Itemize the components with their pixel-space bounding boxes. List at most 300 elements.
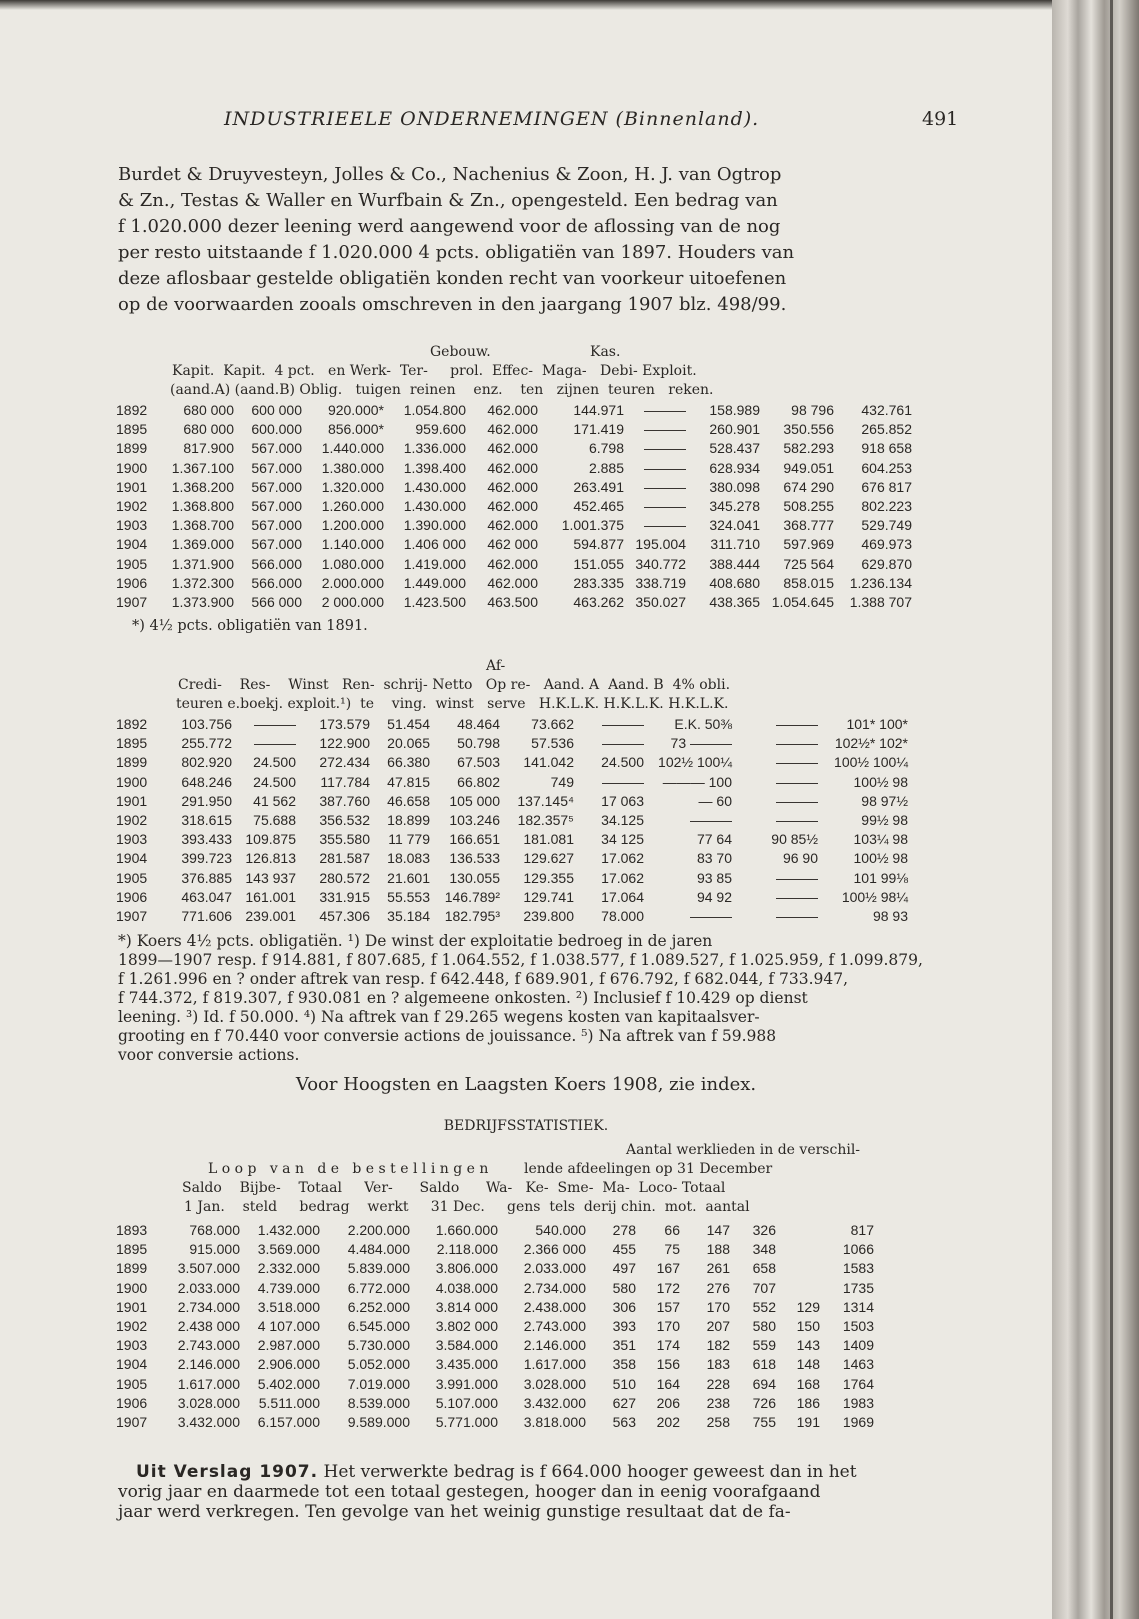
table-cell: 202: [656, 1414, 680, 1431]
table-cell: 272.434: [319, 754, 370, 771]
table-cell: 75: [664, 1241, 680, 1258]
table-cell: 173.579: [319, 716, 370, 732]
table-cell: 188: [706, 1241, 730, 1258]
table-cell: 1907: [116, 908, 148, 925]
table-cell: 7.019.000: [347, 1375, 410, 1392]
table-cell: 817: [850, 1222, 874, 1238]
table-cell: 1907: [116, 594, 148, 611]
table-cell: 170: [706, 1298, 730, 1315]
table-cell: 707: [752, 1279, 776, 1296]
table-cell: ———: [644, 517, 686, 534]
table-cell: 83 70: [696, 850, 732, 867]
table-cell: 399.723: [181, 850, 232, 867]
table-cell: 628.934: [709, 459, 760, 476]
table-cell: 4.484.000: [347, 1241, 410, 1258]
table-cell: 2.885: [588, 459, 624, 476]
table-cell: [780, 1259, 824, 1278]
table-cell: 1903: [116, 1337, 148, 1354]
table-cell: 618: [752, 1356, 776, 1373]
table1-header-kas: Kas.: [590, 344, 621, 360]
note-line: f 744.372, f 819.307, f 930.081 en ? algemeene onkosten. ²) Inclusief f 10.429 op dienst: [118, 989, 808, 1007]
table-cell: 1.617.000: [523, 1356, 586, 1373]
table-cell: 1.388 707: [849, 594, 912, 611]
table-row: [116, 1259, 878, 1278]
table-cell: 462.000: [487, 555, 538, 572]
table-cell: 1901: [116, 478, 148, 495]
table-row: [116, 811, 912, 830]
table-cell: 567.000: [251, 498, 302, 515]
table-cell: 1.236.134: [849, 574, 912, 591]
table-cell: ———: [602, 773, 644, 790]
table-cell: 41 562: [253, 792, 296, 809]
table-cell: 594.877: [573, 536, 624, 553]
table-cell: 182.357⁵: [517, 812, 574, 829]
table-cell: 5.107.000: [435, 1394, 498, 1411]
table-cell: [780, 1221, 824, 1240]
table-cell: 510: [612, 1375, 636, 1392]
table-cell: 856.000*: [327, 421, 384, 438]
table-cell: 73 ———: [670, 735, 732, 752]
table1-header-gebouw: Gebouw.: [430, 344, 491, 360]
table-cell: 351: [612, 1337, 636, 1354]
table-cell: ———: [254, 735, 296, 752]
table-cell: 452.465: [573, 498, 624, 515]
table-cell: 658: [752, 1260, 776, 1277]
table-cell: 920.000*: [327, 402, 384, 418]
table-cell: 5.730.000: [347, 1337, 410, 1354]
table-cell: 281.587: [319, 850, 370, 867]
table-cell: 101* 100*: [846, 716, 908, 732]
table-cell: 858.015: [783, 574, 834, 591]
table-cell: 141.042: [523, 754, 574, 771]
table-cell: 1899: [116, 1260, 148, 1277]
table-cell: 350.027: [635, 594, 686, 611]
table-cell: 186: [796, 1394, 820, 1411]
table-cell: [780, 1240, 824, 1259]
table-cell: 1314: [842, 1298, 874, 1315]
table-cell: ———: [776, 773, 818, 790]
table-cell: 146.789²: [444, 888, 500, 905]
table-cell: 1904: [116, 536, 148, 553]
table-cell: 1.440.000: [321, 440, 384, 457]
table-cell: 600 000: [251, 402, 302, 418]
table-cell: 90 85½: [771, 831, 818, 848]
table-cell: 1.423.500: [403, 594, 466, 611]
table1-header-line: Kapit. Kapit. 4 pct. en Werk- Ter- prol. Effec- Maga- Debi- Exploit.: [172, 363, 697, 379]
table-cell: 1906: [116, 888, 148, 905]
table-cell: 258: [706, 1414, 730, 1431]
table-cell: 1.140.000: [321, 536, 384, 553]
table-cell: 1.449.000: [403, 574, 466, 591]
table-cell: 1503: [842, 1318, 874, 1335]
table-cell: 168: [796, 1375, 820, 1392]
table-cell: 278: [612, 1222, 636, 1238]
table-cell: 17 063: [601, 792, 644, 809]
table-cell: 1.369.000: [171, 536, 234, 553]
table-cell: 2.906.000: [257, 1356, 320, 1373]
table-cell: 103.246: [449, 812, 500, 829]
table-cell: 129.741: [523, 888, 574, 905]
table-cell: 462.000: [487, 517, 538, 534]
table-cell: ———: [776, 735, 818, 752]
table-cell: 94 92: [696, 888, 732, 905]
table-cell: 597.969: [783, 536, 834, 553]
table-row: [116, 1355, 878, 1374]
table-cell: 457.306: [319, 908, 370, 925]
table-row: [116, 1375, 878, 1394]
table-row: [116, 439, 916, 458]
table-cell: 749: [550, 773, 574, 790]
table-cell: 47.815: [387, 773, 430, 790]
table-cell: 207: [706, 1318, 730, 1335]
table-cell: 291.950: [181, 792, 232, 809]
table-cell: 567.000: [251, 440, 302, 457]
table-cell: 5.771.000: [435, 1414, 498, 1431]
table-cell: 3.028.000: [523, 1375, 586, 1392]
table-cell: 2.987.000: [257, 1337, 320, 1354]
table-cell: 3.507.000: [177, 1260, 240, 1277]
note-line: leening. ³) Id. f 50.000. ⁴) Na aftrek van f 29.265 wegens kosten van kapitaalsver-: [118, 1008, 760, 1026]
table-cell: ———: [776, 754, 818, 771]
table-cell: 206: [656, 1394, 680, 1411]
table-cell: 358: [612, 1356, 636, 1373]
table-cell: 462.000: [487, 459, 538, 476]
table-cell: E.K. 50⅜: [674, 716, 732, 732]
table-cell: 99½ 98: [861, 812, 908, 829]
table-cell: 100½ 98: [853, 850, 908, 867]
table-cell: 1.054.800: [403, 402, 466, 418]
table-cell: [780, 1279, 824, 1298]
table-cell: 5.052.000: [347, 1356, 410, 1373]
koers-note: Voor Hoogsten en Laagsten Koers 1908, zie index.: [295, 1074, 757, 1095]
table-cell: 462.000: [487, 478, 538, 495]
table-cell: 1.406 000: [403, 536, 466, 553]
table-cell: 6.798: [588, 440, 624, 457]
table-cell: 66.380: [387, 754, 430, 771]
table-cell: 18.083: [387, 850, 430, 867]
table-cell: 1409: [842, 1337, 874, 1354]
table-cell: 580: [752, 1318, 776, 1335]
table-cell: 238: [706, 1394, 730, 1411]
table3-header-line: Aantal werklieden in de verschil-: [626, 1142, 861, 1158]
table-cell: 326: [752, 1222, 776, 1238]
table-cell: 1735: [842, 1279, 874, 1296]
table-cell: 345.278: [709, 498, 760, 515]
table-cell: 164: [656, 1375, 680, 1392]
table-cell: 4.038.000: [435, 1279, 498, 1296]
table-cell: 171.419: [573, 421, 624, 438]
table-cell: 280.572: [319, 869, 370, 886]
table-cell: 1.372.300: [171, 574, 234, 591]
table-cell: 462.000: [487, 421, 538, 438]
table-cell: 1.373.900: [171, 594, 234, 611]
table-cell: 174: [656, 1337, 680, 1354]
table-cell: 1.368.200: [171, 478, 234, 495]
table-cell: 182.795³: [444, 908, 500, 925]
table-cell: 1.368.700: [171, 517, 234, 534]
table-cell: 55.553: [387, 888, 430, 905]
table-cell: 3.814 000: [435, 1298, 498, 1315]
table-cell: 75.688: [253, 812, 296, 829]
table-cell: 1.430.000: [403, 478, 466, 495]
table-cell: 680 000: [183, 421, 234, 438]
table-cell: 1.320.000: [321, 478, 384, 495]
table-cell: 1583: [842, 1260, 874, 1277]
table-cell: 6.157.000: [257, 1414, 320, 1431]
table-cell: 4 107.000: [257, 1318, 320, 1335]
table-cell: 1895: [116, 421, 148, 438]
table-cell: 276: [706, 1279, 730, 1296]
table-cell: 771.606: [181, 908, 232, 925]
table-cell: 8.539.000: [347, 1394, 410, 1411]
table-row: [116, 869, 912, 888]
table-cell: 629.870: [861, 555, 912, 572]
table-cell: 1463: [842, 1356, 874, 1373]
table-cell: 1764: [842, 1375, 874, 1392]
table-cell: 604.253: [861, 459, 912, 476]
table-row: [116, 1240, 878, 1259]
note-line: 1899—1907 resp. f 914.881, f 807.685, f 1.064.552, f 1.038.577, f 1.089.527, f 1.025.959, f 1.099.879,: [118, 951, 923, 969]
table-cell: 3.518.000: [257, 1298, 320, 1315]
table-cell: 50.798: [457, 735, 500, 752]
table-cell: 109.875: [245, 831, 296, 848]
table-cell: 1.001.375: [561, 517, 624, 534]
table-cell: 2.438.000: [523, 1298, 586, 1315]
table-cell: 260.901: [709, 421, 760, 438]
table-cell: 151.055: [573, 555, 624, 572]
table-cell: ———: [644, 421, 686, 438]
table-cell: 105 000: [449, 792, 500, 809]
table3-header-line: 1 Jan. steld bedrag werkt 31 Dec. gens tels derij chin. mot. aantal: [184, 1199, 750, 1215]
table-cell: 2.743.000: [177, 1337, 240, 1354]
table-cell: 1905: [116, 1375, 148, 1392]
table-cell: 2.033.000: [523, 1260, 586, 1277]
table2-header-af: Af-: [486, 658, 506, 674]
table-cell: 1.080.000: [321, 555, 384, 572]
table-cell: 67.503: [457, 754, 500, 771]
table-cell: 96 90: [782, 850, 818, 867]
table-cell: 817.900: [183, 440, 234, 457]
table-cell: 73.662: [531, 716, 574, 732]
table-cell: 5.839.000: [347, 1260, 410, 1277]
table-cell: 100½ 98¼: [841, 888, 908, 905]
running-head-title: INDUSTRIEELE ONDERNEMINGEN (Binnenland).: [224, 108, 760, 130]
table-cell: 600.000: [251, 421, 302, 438]
table-cell: 1901: [116, 1298, 148, 1315]
table-row: [116, 420, 916, 439]
table-cell: 1.432.000: [257, 1222, 320, 1238]
table-row: [116, 1279, 878, 1298]
table-cell: 6.545.000: [347, 1318, 410, 1335]
table-cell: 78.000: [601, 908, 644, 925]
table-cell: 376.885: [181, 869, 232, 886]
table-cell: 529.749: [861, 517, 912, 534]
table-cell: 150: [796, 1318, 820, 1335]
table-cell: 462.000: [487, 574, 538, 591]
table-cell: 129: [796, 1298, 820, 1315]
table-cell: 338.719: [635, 574, 686, 591]
table-cell: 306: [612, 1298, 636, 1315]
table-row: [116, 593, 916, 612]
table-cell: 1.367.100: [171, 459, 234, 476]
table-cell: 463.047: [181, 888, 232, 905]
table-cell: 239.001: [245, 908, 296, 925]
table-cell: 101 99⅛: [853, 869, 908, 886]
table-cell: 2.146.000: [177, 1356, 240, 1373]
table-cell: 103¼ 98: [853, 831, 908, 848]
table-cell: 129.355: [523, 869, 574, 886]
table-cell: 462.000: [487, 440, 538, 457]
table-cell: 102½ 100¼: [658, 754, 732, 771]
table-row: [116, 1413, 878, 1432]
table-cell: ———: [644, 402, 686, 418]
table-row: [116, 1394, 878, 1413]
verslag-line: jaar werd verkregen. Ten gevolge van het weinig gunstige resultaat dat de fa-: [118, 1502, 791, 1522]
table-cell: 497: [612, 1260, 636, 1277]
table-row: [116, 1317, 878, 1336]
table-cell: 1.371.900: [171, 555, 234, 572]
table-cell: 580: [612, 1279, 636, 1296]
table-row: [116, 459, 916, 478]
table-cell: 2.332.000: [257, 1260, 320, 1277]
table-cell: 98 796: [791, 402, 834, 418]
intro-line: op de voorwaarden zooals omschreven in den jaargang 1907 blz. 498/99.: [118, 294, 787, 315]
table-cell: 4.739.000: [257, 1279, 320, 1296]
table-row: [116, 888, 912, 907]
table-row: [116, 478, 916, 497]
table-cell: 563: [612, 1414, 636, 1431]
table-row: [116, 401, 916, 420]
table-cell: 3.028.000: [177, 1394, 240, 1411]
table-row: [116, 1336, 878, 1355]
table-cell: 462.000: [487, 498, 538, 515]
table-cell: 3.435.000: [435, 1356, 498, 1373]
table-cell: 1900: [116, 773, 148, 790]
table-row: [116, 516, 916, 535]
table-row: [116, 734, 912, 753]
table-cell: 195.004: [635, 536, 686, 553]
table-cell: 393.433: [181, 831, 232, 848]
table-cell: 1969: [842, 1414, 874, 1431]
table-row: [116, 792, 912, 811]
table-cell: 463.262: [573, 594, 624, 611]
table-cell: 311.710: [710, 536, 760, 553]
table-cell: 239.800: [523, 908, 574, 925]
verslag-first-line: [118, 1462, 956, 1482]
table-cell: 393: [612, 1318, 636, 1335]
table-cell: 2.033.000: [177, 1279, 240, 1296]
table-cell: 438.365: [709, 594, 760, 611]
table3-header-line: Saldo Bijbe- Totaal Ver- Saldo Wa- Ke- Sme- Ma- Loco- Totaal: [182, 1180, 726, 1196]
table-cell: 1.200.000: [321, 517, 384, 534]
table-cell: 263.491: [573, 478, 624, 495]
table-cell: ———: [644, 478, 686, 495]
table-cell: 802.920: [181, 754, 232, 771]
table-cell: 387.760: [319, 792, 370, 809]
table-cell: 1905: [116, 555, 148, 572]
table-cell: 5.402.000: [257, 1375, 320, 1392]
table3: [116, 1221, 878, 1432]
table-cell: 559: [752, 1337, 776, 1354]
table-cell: 1895: [116, 1241, 148, 1258]
table-row: [116, 773, 912, 792]
table-cell: 255.772: [181, 735, 232, 752]
table-cell: 283.335: [573, 574, 624, 591]
table-cell: 348: [752, 1241, 776, 1258]
table-cell: 3.569.000: [257, 1241, 320, 1258]
table-cell: 508.255: [783, 498, 834, 515]
table-row: [116, 1221, 878, 1240]
table-row: [116, 715, 912, 734]
note-line: f 1.261.996 en ? onder aftrek van resp. f 642.448, f 689.901, f 676.792, f 682.044, f 733.947,: [118, 970, 849, 988]
table-cell: 1903: [116, 517, 148, 534]
table-cell: 582.293: [783, 440, 834, 457]
table-cell: ———: [254, 716, 296, 732]
table-cell: 755: [752, 1414, 776, 1431]
intro-line: deze aflosbaar gestelde obligatiën konden recht van voorkeur uitoefenen: [118, 268, 787, 289]
table-cell: 34 125: [601, 831, 644, 848]
table-cell: 1906: [116, 1394, 148, 1411]
note-line: voor conversie actions.: [118, 1046, 300, 1064]
table-cell: 2.734.000: [523, 1279, 586, 1296]
table-cell: 51.454: [387, 716, 430, 732]
table-cell: 388.444: [709, 555, 760, 572]
table-cell: 3.802 000: [435, 1318, 498, 1335]
table-cell: 2.366 000: [523, 1241, 586, 1258]
table-cell: 726: [752, 1394, 776, 1411]
table-cell: 3.991.000: [435, 1375, 498, 1392]
table-cell: ———: [776, 869, 818, 886]
table-cell: 1066: [842, 1241, 874, 1258]
page-number: 491: [922, 108, 959, 130]
table-cell: 567.000: [251, 478, 302, 495]
table-cell: 340.772: [635, 555, 686, 572]
table-cell: 98 93: [872, 908, 908, 925]
table-cell: ———: [644, 498, 686, 515]
table-cell: 129.627: [523, 850, 574, 867]
table-cell: 24.500: [601, 754, 644, 771]
table2-header-line: teuren e.boekj. exploit.¹) te ving. winst serve H.K.L.K. H.K.L.K. H.K.L.K.: [176, 696, 729, 712]
table-cell: 1983: [842, 1394, 874, 1411]
table-cell: 157: [656, 1298, 680, 1315]
table-cell: ———: [690, 908, 732, 925]
table-cell: 20.065: [387, 735, 430, 752]
table-cell: 566.000: [251, 574, 302, 591]
table-cell: ———: [776, 716, 818, 732]
table-cell: 648.246: [181, 773, 232, 790]
table-cell: 46.658: [387, 792, 430, 809]
table-cell: 24.500: [253, 754, 296, 771]
table-cell: 137.145⁴: [517, 792, 574, 809]
table-cell: 627: [612, 1394, 636, 1411]
table-cell: 1.336.000: [403, 440, 466, 457]
table-cell: 17.062: [601, 850, 644, 867]
table-cell: 567.000: [251, 536, 302, 553]
table-cell: 3.584.000: [435, 1337, 498, 1354]
table-cell: 2.438 000: [177, 1318, 240, 1335]
table-cell: 6.772.000: [347, 1279, 410, 1296]
table-cell: 170: [656, 1318, 680, 1335]
table-row: [116, 849, 912, 868]
table-cell: 144.971: [573, 402, 624, 418]
table-cell: 17.064: [601, 888, 644, 905]
table-cell: 2 000.000: [321, 594, 384, 611]
table-cell: 528.437: [709, 440, 760, 457]
table-cell: 331.915: [319, 888, 370, 905]
table-cell: ———: [690, 812, 732, 829]
table-cell: 674 290: [783, 478, 834, 495]
table-cell: 147: [706, 1222, 730, 1238]
